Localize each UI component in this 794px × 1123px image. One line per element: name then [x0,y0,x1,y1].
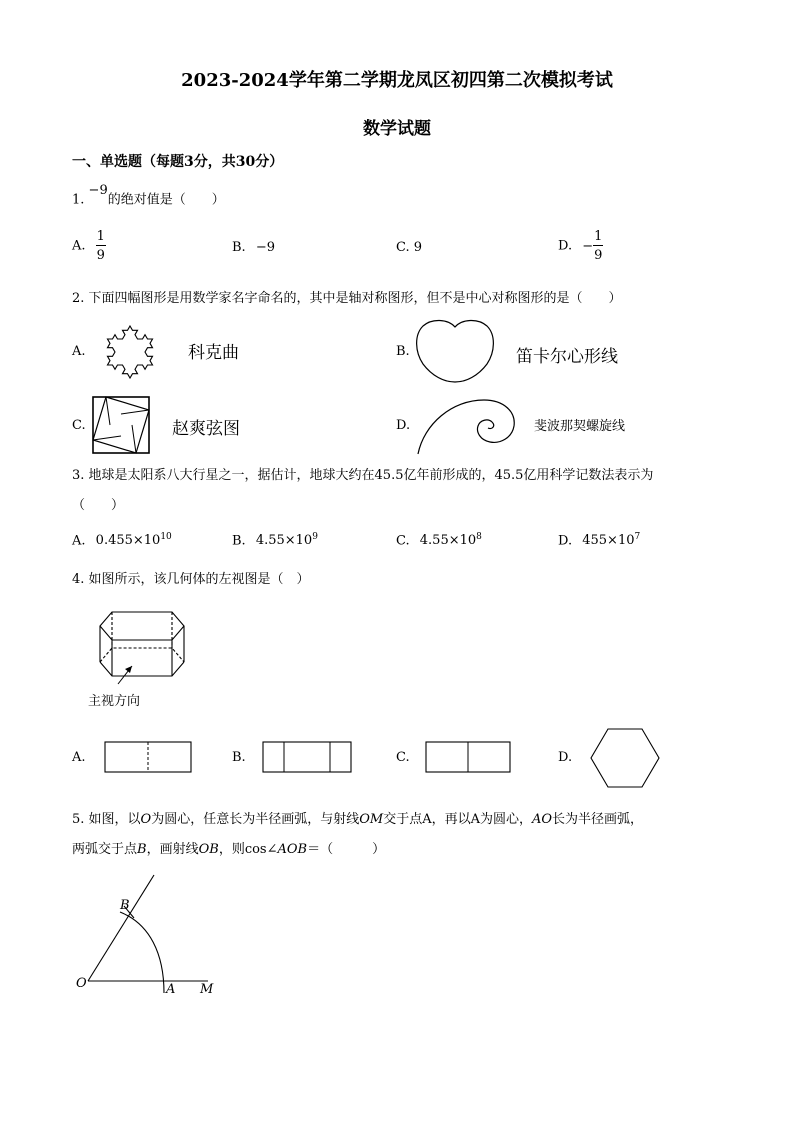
koch-snowflake-figure [90,310,170,392]
q1-d-denominator: 9 [594,248,603,263]
q1-text: 的绝对值是（ ） [107,192,225,208]
zhao-line-5 [93,436,121,440]
q5-var-O: O [140,812,152,827]
prism-top-face [100,612,184,640]
q4-c-label[interactable]: C. [396,750,410,765]
question-1 [72,183,225,208]
question-3-line1: 3. 地球是太阳系八大行星之一，据估计，地球大约在45.5亿年前形成的，45.5亿用科学记数法表示为 [72,468,654,483]
q3-b-exponent: 9 [312,532,318,542]
q3-d-exponent: 7 [634,532,641,542]
q3-d-label: D. [558,533,573,549]
q5-var-B: B [137,842,147,857]
arrow-head [125,666,132,673]
point-O-label: O [76,976,87,991]
q1-expression: −9 [88,183,108,198]
q1-option-a[interactable] [72,230,106,262]
q3-a-label: A. [72,533,86,549]
question-4: 4. 如图所示，该几何体的左视图是（ ） [72,572,310,587]
q3-c-label: C. [396,533,410,549]
q5-var-AO: AO [531,812,553,827]
q4-d-hexagon [591,729,659,787]
q1-b-value: −9 [255,240,275,255]
q5-text-2d: ＝（ ） [307,842,386,857]
q1-d-sign: − [582,238,594,254]
q3-option-c[interactable] [396,532,482,548]
q1-option-b[interactable] [232,240,275,255]
zhao-shuang-diagram-figure [92,396,150,454]
q4-caption: 主视方向 [88,694,141,709]
q2-c-name: 赵爽弦图 [172,419,240,439]
q2-a-name: 科克曲 [188,343,239,363]
q2-d-label[interactable]: D. [396,418,411,433]
q5-var-OB: OB [198,842,219,857]
zhao-inner-square [93,397,149,453]
q1-a-label: A. [72,238,86,254]
fibonacci-spiral-curve [418,400,514,454]
question-5-line1 [72,808,643,827]
q1-d-fraction [593,230,603,262]
zhao-line-2 [106,397,110,425]
q5-text-1c: 交于点A，再以A为圆心， [383,812,532,827]
q1-c-value: 9 [413,240,423,255]
prism-bottom-visible [100,662,184,676]
q4-d-label[interactable]: D. [558,750,573,765]
q2-b-label[interactable]: B. [396,344,410,359]
question-5-line2 [72,838,385,857]
cardioid-figure [414,316,496,384]
q3-c-exponent: 8 [476,532,482,542]
q3-b-base: 4.55×10 [255,533,313,549]
q1-a-denominator: 9 [96,248,105,263]
q5-text-1d: 长为半径画弧， [552,812,644,827]
q4-b-label[interactable]: B. [232,750,246,765]
question-3-line2: （ ） [72,498,125,513]
view-direction-arrow-icon [116,662,136,686]
q1-d-label: D. [558,238,573,254]
zhao-line-3 [121,410,149,414]
q5-var-OM: OM [359,812,384,827]
q3-a-exponent: 10 [160,532,172,542]
exam-subtitle: 数学试题 [363,119,431,139]
q2-c-label[interactable]: C. [72,418,86,433]
q4-b-rect [263,742,351,772]
point-M-label: M [200,982,214,997]
q4-b-figure [262,741,352,773]
q1-a-numerator: 1 [96,229,105,244]
q5-text-2c: ，则cos∠ [218,842,278,857]
q1-d-numerator: 1 [594,229,603,244]
q4-c-figure [425,741,511,773]
q1-option-d[interactable] [558,230,603,262]
q3-b-label: B. [232,533,246,549]
q5-text-2b: ，画射线 [146,842,199,857]
q5-text-1b: 为圆心，任意长为半径画弧，与射线 [151,812,360,827]
point-A-label: A [166,982,176,997]
zhao-outer-square [93,397,149,453]
q1-c-label: C. [396,240,410,255]
q3-option-b[interactable] [232,532,318,548]
q5-text-2a: 两弧交于点 [72,842,138,857]
exam-title: 2023-2024学年第二学期龙凤区初四第二次模拟考试 [181,70,613,91]
q4-d-figure [590,728,660,788]
q5-construction-figure [70,870,220,1000]
prism-bottom-hidden [100,648,184,662]
fibonacci-spiral-figure [414,394,520,456]
hexagonal-prism-figure [96,606,192,680]
q4-a-figure [104,741,192,773]
q1-number: 1. [72,192,85,208]
q3-option-a[interactable] [72,532,172,548]
q1-option-c[interactable] [396,240,422,255]
q1-b-label: B. [232,240,246,255]
q3-option-d[interactable] [558,532,640,548]
koch-snowflake-shape [107,326,152,378]
q2-d-name: 斐波那契螺旋线 [534,419,626,434]
section-heading: 一、单选题（每题3分，共30分） [72,154,284,170]
question-2: 2. 下面四幅图形是用数学家名字命名的，其中是轴对称图形，但不是中心对称图形的是（ ） [72,291,622,306]
q5-text-1a: 5. 如图，以 [72,812,141,827]
q1-a-fraction [96,230,106,262]
q3-d-base: 455×10 [582,533,635,549]
ray-OB [88,875,154,981]
cardioid-shape [417,320,494,382]
q2-b-name: 笛卡尔心形线 [516,347,618,367]
q3-c-base: 4.55×10 [419,533,477,549]
q2-a-label[interactable]: A. [72,344,86,359]
q3-a-base: 0.455×10 [95,533,161,549]
q5-var-AOB: AOB [277,842,308,857]
point-B-label: B [120,898,130,913]
zhao-line-4 [132,425,136,453]
q4-a-label[interactable]: A. [72,750,86,765]
